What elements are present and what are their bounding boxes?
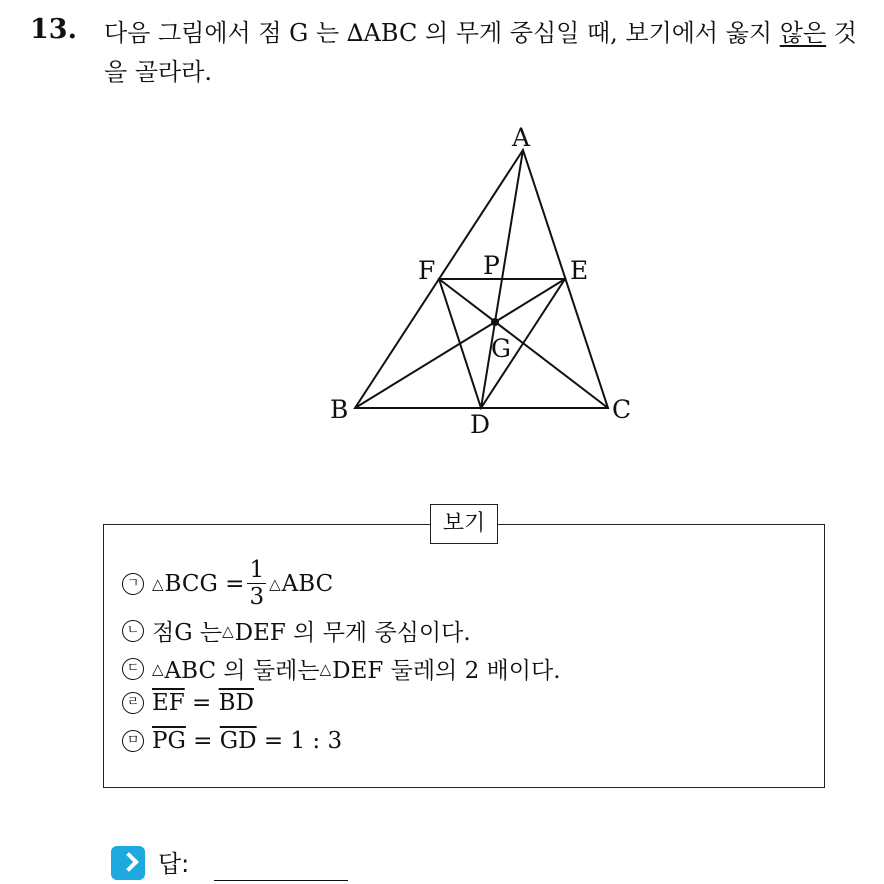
question-number: 13. bbox=[30, 14, 77, 45]
label-f: F bbox=[418, 256, 436, 285]
question-text bbox=[104, 14, 874, 92]
bogi-item-1 bbox=[122, 557, 333, 610]
bogi-item-3 bbox=[122, 652, 561, 685]
label-a: A bbox=[512, 123, 531, 152]
median-cf bbox=[439, 279, 608, 408]
triangle-icon: △ bbox=[319, 659, 332, 678]
segment-ef: $\overline{EF}$ bbox=[152, 690, 185, 716]
fraction-one-third bbox=[247, 557, 266, 610]
label-e: E bbox=[570, 256, 589, 285]
triangle-icon: △ bbox=[222, 621, 234, 640]
bogi-item-5 bbox=[122, 728, 342, 754]
triangle-figure bbox=[300, 100, 660, 450]
triangle-icon: △ bbox=[152, 659, 164, 678]
segment-pg: $\overline{PG}$ bbox=[152, 728, 186, 754]
question-text-end: 것을 골라라. bbox=[104, 19, 857, 86]
ratio-text: = 1 : 3 bbox=[256, 728, 343, 754]
item2-text-a: 점G 는 bbox=[152, 620, 223, 646]
question-text-underlined: 않은 bbox=[779, 19, 827, 47]
item3-text-b: DEF 둘레의 2 배이다. bbox=[332, 658, 561, 684]
bogi-item-4 bbox=[122, 690, 254, 716]
question-text-main: 다음 그림에서 점 G 는 ∆ABC 의 무게 중심일 때, 보기에서 옳지 bbox=[104, 19, 780, 47]
equals-sign: = bbox=[184, 690, 219, 716]
item1-rhs: ABC bbox=[281, 570, 334, 597]
chevron-right-icon bbox=[111, 846, 145, 880]
label-p: P bbox=[483, 251, 500, 280]
answer-label: 답: bbox=[158, 850, 190, 878]
item3-text-a: ABC 의 둘레는 bbox=[164, 658, 320, 684]
equals-sign: = bbox=[185, 728, 220, 754]
answer-blank[interactable] bbox=[214, 880, 348, 881]
label-c: C bbox=[612, 395, 632, 424]
label-d: D bbox=[470, 410, 491, 439]
fraction-denominator: 3 bbox=[249, 584, 265, 610]
marker-nieun: ㄴ bbox=[122, 620, 144, 642]
marker-mieum: ㅁ bbox=[122, 730, 144, 752]
label-b: B bbox=[330, 395, 349, 424]
fraction-numerator: 1 bbox=[249, 557, 265, 583]
median-be bbox=[355, 279, 565, 408]
item1-lhs: BCG = bbox=[164, 570, 245, 597]
triangle-icon: △ bbox=[269, 574, 281, 593]
segment-bd: $\overline{BD}$ bbox=[218, 690, 254, 716]
segment-gd: $\overline{GD}$ bbox=[219, 728, 257, 754]
bogi-item-2 bbox=[122, 614, 471, 647]
marker-giyeok: ㄱ bbox=[122, 573, 144, 595]
marker-rieul: ㄹ bbox=[122, 692, 144, 714]
bogi-title: 보기 bbox=[430, 504, 498, 544]
item2-text-b: DEF 의 무게 중심이다. bbox=[234, 620, 471, 646]
label-g: G bbox=[491, 334, 511, 363]
triangle-icon: △ bbox=[152, 574, 164, 593]
centroid-point bbox=[491, 318, 499, 326]
marker-digeut: ㄷ bbox=[122, 658, 144, 680]
